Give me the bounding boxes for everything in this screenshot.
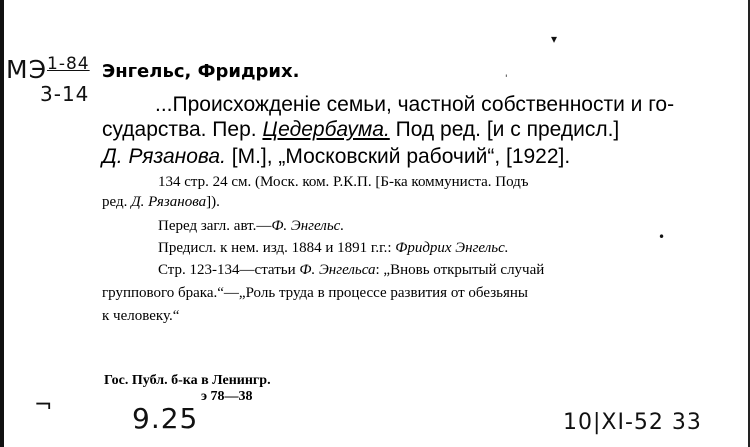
- description-line-1: 134 стр. 24 см. (Моск. ком. Р.К.П. [Б-ка коммуниста. Подъ: [158, 174, 529, 190]
- handwritten-mark: ¬: [34, 393, 54, 418]
- shelfmark-subnumber: 3-14: [40, 82, 90, 106]
- ink-mark: ▾: [551, 32, 558, 46]
- translator-name: Цедербаума.: [262, 118, 390, 141]
- author-heading: Энгельс, Фридрих.: [102, 61, 300, 82]
- note-author-name: Ф. Энгельс.: [271, 218, 345, 234]
- ink-mark: ': [505, 74, 508, 84]
- ink-mark: •: [658, 230, 666, 244]
- note-text: Перед загл. авт.—: [158, 218, 272, 234]
- contents-author: Ф. Энгельса: [299, 262, 376, 278]
- note-author: [158, 218, 344, 235]
- contents-text: : „Вновь открытый случай: [375, 262, 545, 278]
- imprint-text: [M.], „Московский рабочий“, [1922].: [225, 145, 571, 168]
- series-text: ]).: [206, 194, 220, 210]
- editor-name: Д. Рязанова.: [102, 145, 226, 168]
- title-text: Под ред. [и с предисл.]: [389, 118, 620, 141]
- inventory-number-right: 10|XI-52 33: [563, 410, 702, 435]
- title-line-2: [102, 118, 619, 142]
- library-stamp-number: э 78—38: [201, 389, 253, 404]
- shelfmark-code: МЭ: [6, 55, 48, 84]
- description-line-2: [102, 194, 220, 211]
- inventory-number-left: 9.25: [132, 402, 199, 435]
- library-stamp: Гос. Публ. б-ка в Ленингр.: [104, 373, 271, 388]
- note-preface: [158, 240, 508, 257]
- shelfmark-handwritten: [6, 54, 90, 84]
- contents-line-1: [158, 262, 544, 279]
- card-left-border: [0, 0, 4, 447]
- contents-text: Стр. 123-134—статьи: [158, 262, 300, 278]
- title-line-1: ...Происхожденіе семьи, частной собственности и го-: [155, 93, 675, 116]
- series-text: ред.: [102, 194, 132, 210]
- shelfmark-superscript: 1-84: [47, 54, 90, 74]
- title-line-3: [102, 145, 570, 169]
- series-editor: Д. Рязанова: [131, 194, 207, 210]
- note-preface-name: Фридрих Энгельс.: [395, 240, 509, 256]
- note-text: Предисл. к нем. изд. 1884 и 1891 г.г.:: [158, 240, 396, 256]
- title-text: сударства. Пер.: [102, 118, 263, 141]
- contents-line-2: группового брака.“—„Роль труда в процессе развития от обезьяны: [102, 285, 528, 301]
- contents-line-3: к человеку.“: [102, 308, 180, 324]
